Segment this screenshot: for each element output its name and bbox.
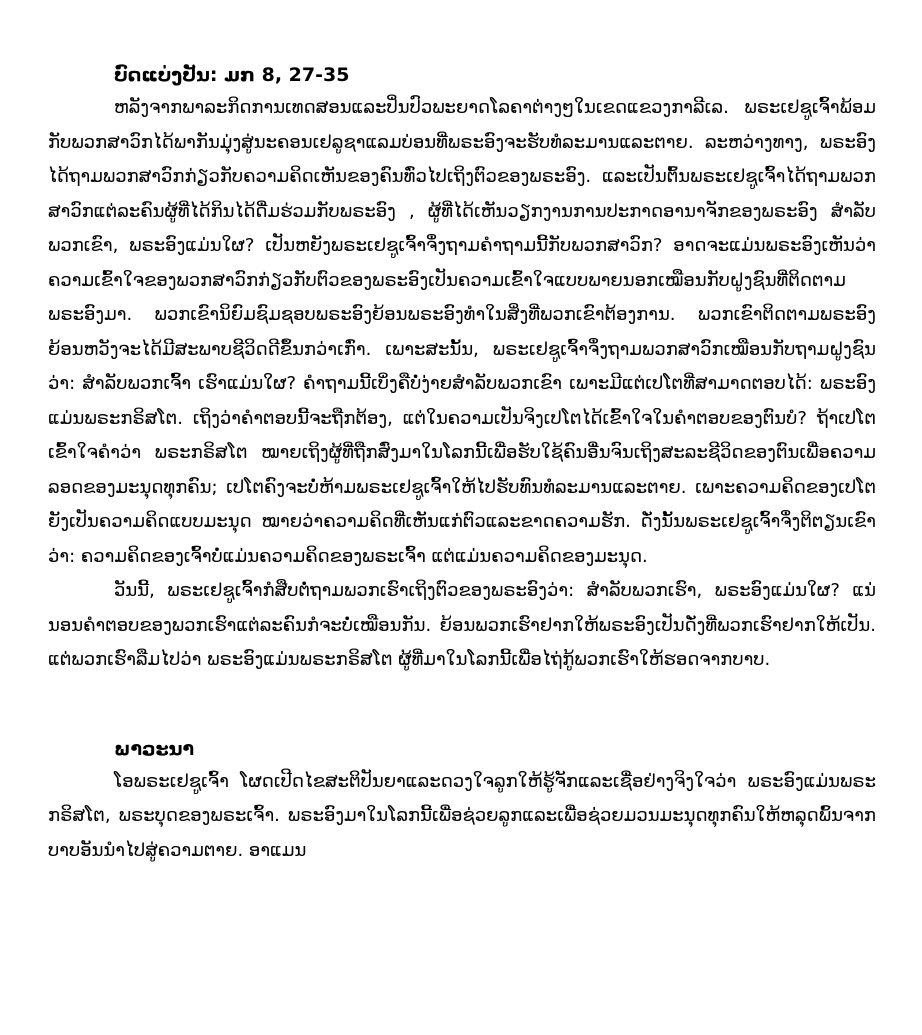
reflection-paragraph-2: ວັນນີ້, ພຣະເຢຊູເຈົ້າກໍສືບຕໍ່ຖາມພວກເຮົາເຖິງຕົວຂອງພຣະອົງວ່າ: ສໍາລັບພວກເຮົາ, ພຣະອົງແມ່ນໃຜ? ແນ່ນອນຄໍາຕອບຂອງພວກເຮົາແຕ່ລະຄົນກໍຈະບໍ່ເໝືອນກັນ. ຍ້ອນພວກເຮົາຢາກໃຫ້ພຣະອົງເປັນດັ່ງທີ່ພວກເຮົາຢາກໃຫ້ເປັນ. ແຕ່ພວກເຮົາລືມໄປວ່າ ພຣະອົງແມ່ນພຣະກຣິສໂຕ ຜູ້ທີ່ມາໃນໂລກນີ້ເພື່ອໄຖ່ກູ້ພວກເຮົາໃຫ້ຮອດຈາກບາບ. — [48, 580, 876, 670]
prayer-paragraph: ໂອພຣະເຢຊູເຈົ້າ ໂຜດເປີດໄຂສະຕິປັນຍາແລະດວງໃຈລູກໃຫ້ຮູ້ຈັກແລະເຊື່ອຢ່າງຈິງໃຈວ່າ ພຣະອົງແມ່ນພຣະກຣິສໂຕ, ພຣະບຸດຂອງພຣະເຈົ້າ. ພຣະອົງມາໃນໂລກນີ້ເພື່ອຊ່ວຍລູກແລະເພື່ອຊ່ວຍມວນມະນຸດທຸກຄົນໃຫ້ຫລຸດພົ້ນຈາກບາບອັນນໍາໄປສູ່ຄວາມຕາຍ. ອາແມນ — [48, 770, 876, 861]
document-page — [48, 60, 876, 868]
section-gap — [48, 678, 876, 734]
prayer-heading: ພາວະນາ — [114, 737, 195, 760]
reflection-heading: ບົດແບ່ງປັນ: ມກ 8, 27-35 — [114, 64, 350, 86]
reflection-paragraph-1: ຫລັງຈາກພາລະກິດການເທດສອນແລະປິ່ນປົວພະຍາດໂລຄາຕ່າງໆໃນເຂດແຂວງກາລີເລ. ພຣະເຢຊູເຈົ້າພ້ອມກັບພວກສາວົກໄດ້ພາກັນມຸ່ງສູ່ນະຄອນເຢລູຊາແລມບ່ອນທີ່ພຣະອົງຈະຮັບທໍລະມານແລະຕາຍ. ລະຫວ່າງທາງ, ພຣະອົງໄດ້ຖາມພວກສາວົກກ່ຽວກັບຄວາມຄິດເຫັນຂອງຄົນທົ່ວໄປເຖິງຕົວຂອງພຣະອົງ. ແລະເປັນຕົ້ນພຣະເຢຊູເຈົ້າໄດ້ຖາມພວກສາວົກແຕ່ລະຄົນຜູ້ທີ່ໄດ້ກິນໄດ້ດື່ມຮ່ວມກັບພຣະອົງ , ຜູ້ທີ່ໄດ້ເຫັນວຽກງານການປະກາດອານາຈັກຂອງພຣະອົງ ສໍາລັບພວກເຂົາ, ພຣະອົງແມ່ນໃຜ? ເປັນຫຍັງພຣະເຢຊູເຈົ້າຈຶ່ງຖາມຄໍາຖາມນີ້ກັບພວກສາວົກ? ອາດຈະແມ່ນພຣະອົງເຫັນວ່າຄວາມເຂົ້າໃຈຂອງພວກສາວົກກ່ຽວກັບຕົວຂອງພຣະອົງເປັນຄວາມເຂົ້າໃຈແບບພາຍນອກເໝືອນກັບຝູງຊົນທີ່ຕິດຕາມພຣະອົງມາ. ພວກເຂົານິຍົມຊົມຊອບພຣະອົງຍ້ອນພຣະອົງທໍາໃນສິ່ງທີ່ພວກເຂົາຕ້ອງການ. ພວກເຂົາຕິດຕາມພຣະອົງຍ້ອນຫວັງຈະໄດ້ມີສະພາບຊີວິດດີຂຶ້ນກວ່າເກົ່າ. ເພາະສະນັ້ນ, ພຣະເຢຊູເຈົ້າຈຶ່ງຖາມພວກສາວົກເໝືອນກັບຖາມຝູງຊົນວ່າ: ສໍາລັບພວກເຈົ້າ ເຮົາແມ່ນໃຜ? ຄໍາຖາມນີ້ເບິ່ງຄືບໍ່ງ່າຍສໍາລັບພວກເຂົາ ເພາະມີແຕ່ເປໂຕທີ່ສາມາດຕອບໄດ້: ພຣະອົງແມ່ນພຣະກຣິສໂຕ. ເຖິງວ່າຄໍາຕອບນີ້ຈະຖືກຕ້ອງ, ແຕ່ໃນຄວາມເປັນຈິງເປໂຕໄດ້ເຂົ້າໃຈໃນຄໍາຕອບຂອງຕົນບໍ? ຖ້າເປໂຕເຂົ້າໃຈຄໍາວ່າ ພຣະກຣິສໂຕ ໝາຍເຖິງຜູ້ທີ່ຖືກສົ່ງມາໃນໂລກນີ້ເພື່ອຮັບໃຊ້ຄົນອື່ນຈົນເຖິງສະລະຊີວິດຂອງຕົນເພື່ອຄວາມລອດຂອງມະນຸດທຸກຄົນ; ເປໂຕຄົງຈະບໍ່ຫ້າມພຣະເຢຊູເຈົ້າໃຫ້ໄປຮັບທົນທໍລະມານແລະຕາຍ. ເພາະຄວາມຄິດຂອງເປໂຕຍັງເປັນຄວາມຄິດແບບມະນຸດ ໝາຍວ່າຄວາມຄິດທີ່ເຫັນແກ່ຕົວແລະຂາດຄວາມຮັກ. ດັ່ງນັ້ນພຣະເຢຊູເຈົ້າຈຶ່ງຕິຕຽນເຂົາວ່າ: ຄວາມຄິດຂອງເຈົ້າບໍ່ແມ່ນຄວາມຄິດຂອງພຣະເຈົ້າ ແຕ່ແມ່ນຄວາມຄິດຂອງມະນຸດ. — [48, 97, 876, 567]
